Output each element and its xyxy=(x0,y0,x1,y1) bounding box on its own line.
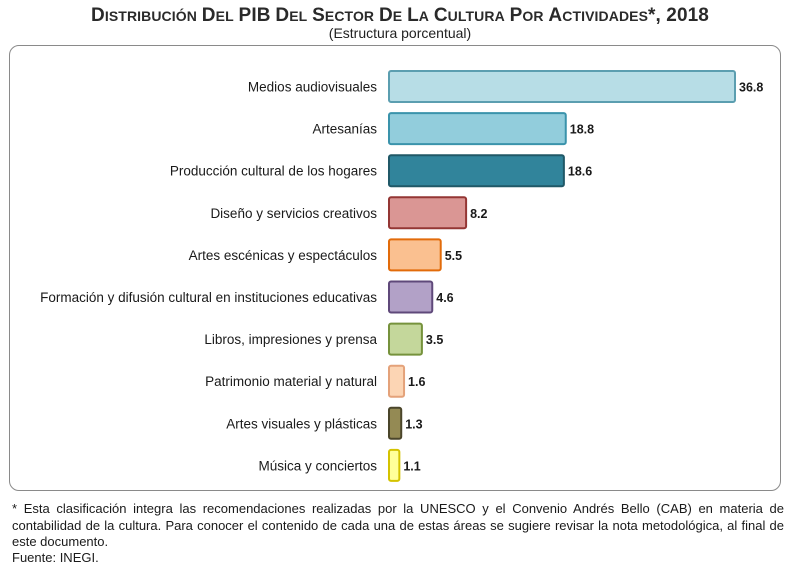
bar xyxy=(389,408,401,439)
source-note: Fuente: INEGI. xyxy=(12,550,99,565)
bar xyxy=(389,155,564,186)
value-label: 1.1 xyxy=(403,459,421,474)
category-label: Diseño y servicios creativos xyxy=(210,205,377,221)
chart-title: DISTRIBUCIÓN DEL PIB DEL SECTOR DE LA CULTURA POR ACTIVIDADES*, 2018 xyxy=(91,5,709,26)
value-label: 5.5 xyxy=(444,248,463,263)
bars xyxy=(389,71,735,481)
bar xyxy=(389,197,466,228)
category-label: Medios audiovisuales xyxy=(247,79,377,95)
bar xyxy=(389,450,399,481)
category-label: Patrimonio material y natural xyxy=(205,374,377,390)
bar xyxy=(389,71,735,102)
bar xyxy=(389,324,422,355)
bar xyxy=(389,239,441,270)
category-label: Música y conciertos xyxy=(258,458,377,474)
value-label: 4.6 xyxy=(436,291,454,305)
bar xyxy=(389,113,566,144)
category-label: Artes escénicas y espectáculos xyxy=(188,247,377,263)
category-label: Producción cultural de los hogares xyxy=(169,163,377,179)
footnote: * Esta clasificación integra las recomendaciones realizadas por la UNESCO y el Convenio Andrés Bello (CAB) en materia de contabilidad de la cultura. Para conocer el contenido de cada una de estas áreas se sugiere revisar la nota metodológica, al final de este documento. xyxy=(12,501,784,549)
value-label: 3.5 xyxy=(425,333,444,348)
category-label: Libros, impresiones y prensa xyxy=(204,332,377,348)
category-label: Artes visuales y plásticas xyxy=(226,416,377,432)
value-label: 36.8 xyxy=(739,80,764,95)
bar xyxy=(389,282,432,313)
category-label: Formación y difusión cultural en instituciones educativas xyxy=(40,290,377,305)
category-label: Artesanías xyxy=(312,121,377,137)
bar xyxy=(389,366,404,397)
value-label: 18.8 xyxy=(569,122,595,137)
value-label: 1.6 xyxy=(408,375,426,390)
value-label: 18.6 xyxy=(567,164,593,179)
chart-subtitle: (Estructura porcentual) xyxy=(328,25,472,41)
value-label: 8.2 xyxy=(470,206,488,221)
category-labels xyxy=(40,80,377,474)
value-label: 1.3 xyxy=(405,417,423,432)
